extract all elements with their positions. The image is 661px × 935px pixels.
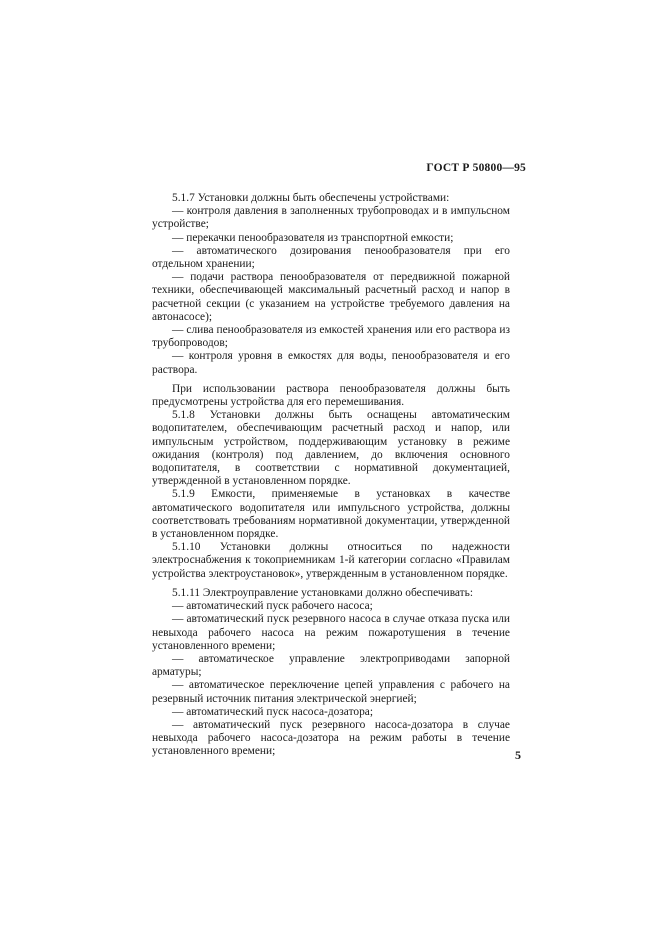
document-body [152, 192, 510, 759]
list-item-reserve-pump-start: — автоматический пуск резервного насоса в случае отказа пуска или невыхода рабочего насоса на режим пожаротушения в течение установленного времени; [152, 613, 510, 652]
list-item-transfer: — перекачки пенообразователя из транспортной емкости; [172, 231, 454, 244]
clause-5-1-8: 5.1.8 Установки должны быть оснащены автоматическим водопитателем, обеспечивающим расчетный расход и напор, или импульсным устройством, поддерживающим установку в режиме ожидания (контроля) под давлением, до включения основного водопитателя, в соответствии с нормативной документацией, утвержденной в установленном порядке. [152, 409, 510, 488]
list-item-dosing-pump-start: — автоматический пуск насоса-дозатора; [172, 705, 374, 718]
paragraph-mixing: При использовании раствора пенообразователя должны быть предусмотрены устройства для его перемешивания. [152, 382, 510, 409]
list-item-level-control: — контроля уровня в емкостях для воды, пенообразователя и его раствора. [152, 350, 510, 376]
list-item-pressure-control: — контроля давления в заполненных трубопроводах и в импульсном устройстве; [152, 205, 510, 231]
page-number: 5 [515, 748, 521, 762]
clause-5-1-10: 5.1.10 Установки должны относиться по надежности электроснабжения к токоприемникам 1-й категории согласно «Правилам устройства электроустановок», утвержденным в установленном порядке. [152, 541, 510, 580]
list-item-mobile-supply: — подачи раствора пенообразователя от передвижной пожарной техники, обеспечивающей максимальный расчетный расход и напор в расчетной секции (с указанием на устройстве требуемого давления на автонасосе); [152, 271, 510, 323]
standard-designation: ГОСТ Р 50800—95 [426, 162, 526, 174]
clause-5-1-7: 5.1.7 Установки должны быть обеспечены устройствами: [172, 192, 450, 204]
list-item-main-pump-start: — автоматический пуск рабочего насоса; [172, 600, 373, 613]
clause-5-1-11: 5.1.11 Электроуправление установками должно обеспечивать: [172, 586, 474, 599]
list-item-drain: — слива пенообразователя из емкостей хранения или его раствора из трубопроводов; [152, 324, 510, 350]
list-item-valve-control: — автоматическое управление электроприводами запорной арматуры; [152, 652, 510, 679]
list-item-dosing: — автоматического дозирования пенообразователя при его отдельном хранении; [152, 244, 510, 271]
clause-5-1-9: 5.1.9 Емкости, применяемые в установках в качестве автоматического водопитателя или импульсного устройства, должны соответствовать требованиям нормативной документации, утвержденной в установленном порядке. [152, 488, 510, 541]
list-item-reserve-dosing-pump-start: — автоматический пуск резервного насоса-дозатора в случае невыхода рабочего насоса-дозатора на режим работы в течение установленного времени; [152, 718, 510, 758]
list-item-power-switch: — автоматическое переключение цепей управления с рабочего на резервный источник питания электрической энергией; [152, 679, 510, 705]
